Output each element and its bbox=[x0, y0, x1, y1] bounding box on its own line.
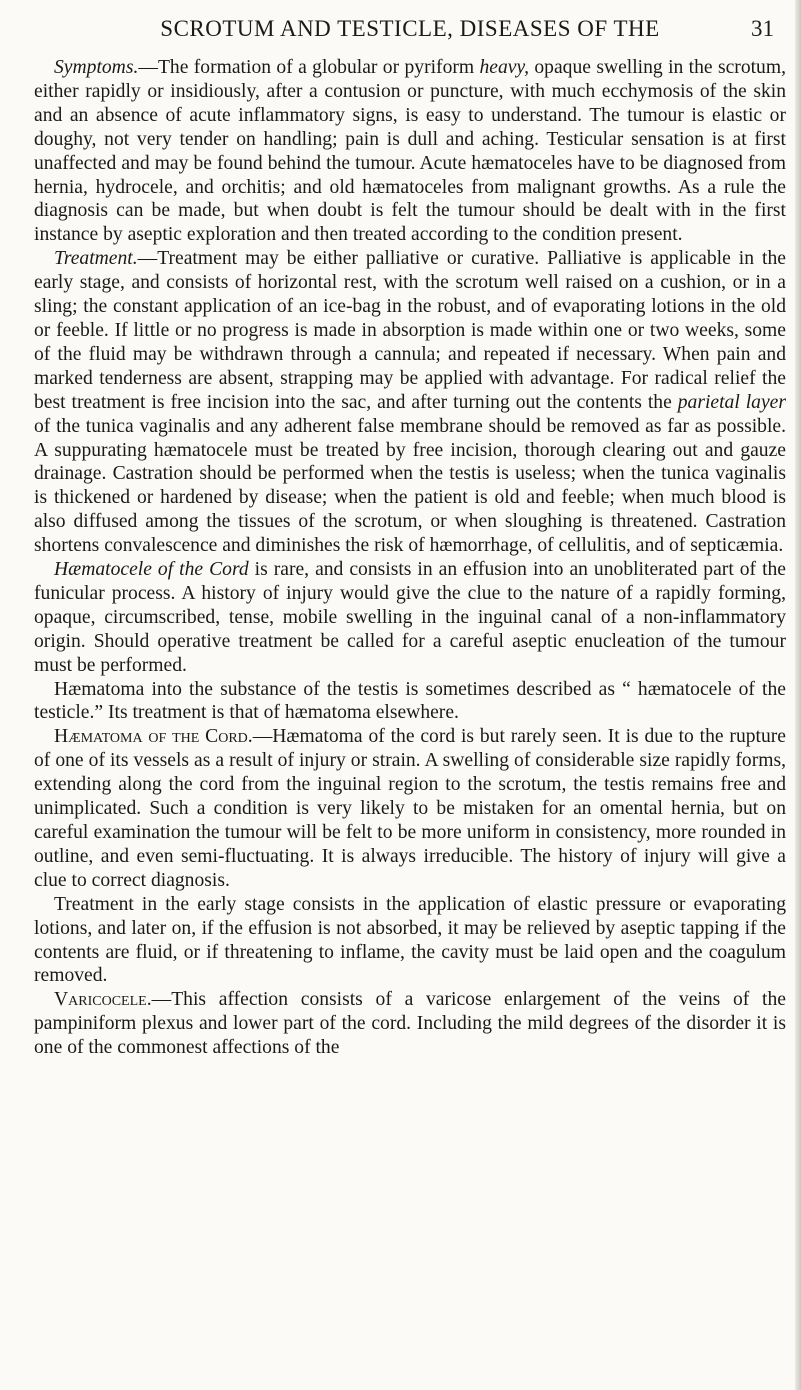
paragraph-lead: Hæmatocele of the Cord bbox=[54, 559, 249, 581]
paragraph-varicocele bbox=[34, 988, 786, 1060]
paragraph-body: —The formation of a globular or pyriform bbox=[138, 57, 480, 78]
paragraph-lead: Symptoms. bbox=[54, 57, 139, 78]
paragraph-treatment-early bbox=[34, 893, 786, 989]
body-text bbox=[34, 56, 786, 1060]
running-head-title: SCROTUM AND TESTICLE, DISEASES OF THE bbox=[160, 16, 660, 41]
paragraph-rest: of the tunica vaginalis and any adherent false membrane should be removed as far as possible. A suppurating hæmatocele must be treated by free incision, thorough clearing out and gauze drainage. Castration should be performed when the testis is useless; when the tunica vaginalis is thickened or hardened by disease; when the patient is old and feeble; when much blood is also diffused among the tissues of the scrotum, or when sloughing is threatened. Castration shortens convalescence and diminishes the risk of hæmorrhage, of cellulitis, and of septicæmia. bbox=[34, 415, 786, 557]
paragraph-haematocele-cord bbox=[34, 558, 786, 678]
paragraph-treatment bbox=[34, 247, 786, 558]
paragraph-body: —This affection consists of a varicose enlargement of the veins of the pampiniform plexus and lower part of the cord. Including the mild degrees of the disorder it is one of the commonest affections of the bbox=[34, 989, 786, 1059]
paragraph-emphasis: parietal layer bbox=[677, 391, 786, 413]
paragraph-symptoms bbox=[34, 56, 786, 247]
paragraph-rest: opaque swelling in the scrotum, either rapidly or insidiously, after a contusion or puncture, with much ecchymosis of the skin and an absence of acute inflammatory signs, is easy to understand. The tumour is elastic or doughy, not very tender on handling; pain is dull and aching. Testicular sensation is at first unaffected and may be found behind the tumour. Acute hæmatoceles have to be diagnosed from hernia, hydrocele, and orchitis; and old hæmatoceles from malignant growths. As a rule the diagnosis can be made, but when doubt is felt the tumour should be dealt with in the first instance by aseptic exploration and then treated according to the condition present. bbox=[34, 57, 786, 246]
paragraph-body: Hæmatoma into the substance of the testis is sometimes described as “ hæmatocele of the testicle.” Its treatment is that of hæmatoma elsewhere. bbox=[34, 678, 786, 724]
running-head bbox=[34, 14, 786, 44]
paragraph-lead: Varicocele. bbox=[54, 989, 152, 1011]
paragraph-haematoma-testis bbox=[34, 678, 786, 726]
paragraph-lead: Treatment. bbox=[54, 248, 138, 270]
paragraph-emphasis: heavy, bbox=[479, 57, 530, 78]
paragraph-body: Treatment in the early stage consists in the application of elastic pressure or evaporating lotions, and later on, if the effusion is not absorbed, it may be relieved by aseptic tapping if the contents are fluid, or if threatening to inflame, the cavity must be laid open and the coagulum removed. bbox=[34, 893, 786, 987]
page-number: 31 bbox=[751, 16, 774, 41]
paragraph-body: is rare, and consists in an effusion into an unobliterated part of the funicular process. A history of injury would give the clue to the nature of a rapidly forming, opaque, circumscribed, tense, mobile swelling in the inguinal canal of a non-inflammatory origin. Should operative treatment be called for a careful aseptic enucleation of the tumour must be performed. bbox=[34, 559, 787, 676]
paragraph-body: —Hæmatoma of the cord is but rarely seen. It is due to the rupture of one of its vessels as a result of injury or strain. A swelling of considerable size rapidly forms, extending along the cord from the inguinal region to the scrotum, the testis remains free and unimplicated. Such a condition is very likely to be mistaken for an omental hernia, but on careful examination the tumour will be felt to be more uniform in consistency, more rounded in outline, and even semi-fluctuating. It is always irreducible. The history of injury will give a clue to correct diagnosis. bbox=[34, 726, 786, 891]
paragraph-body: —Treatment may be either palliative or curative. Palliative is applicable in the early stage, and consists of horizontal rest, with the scrotum well raised on a cushion, or in a sling; the constant application of an ice-bag in the robust, and of evaporating lotions in the old or feeble. If little or no progress is made in absorption is made within one or two weeks, some of the fluid may be withdrawn through a cannula; and repeated if necessary. When pain and marked tenderness are absent, strapping may be applied with advantage. For radical relief the best treatment is free incision into the sac, and after turning out the contents the bbox=[34, 248, 786, 413]
paragraph-haematoma-cord bbox=[34, 725, 786, 892]
page-edge-shadow bbox=[795, 0, 801, 1390]
paragraph-lead: Hæmatoma of the Cord. bbox=[54, 726, 253, 748]
